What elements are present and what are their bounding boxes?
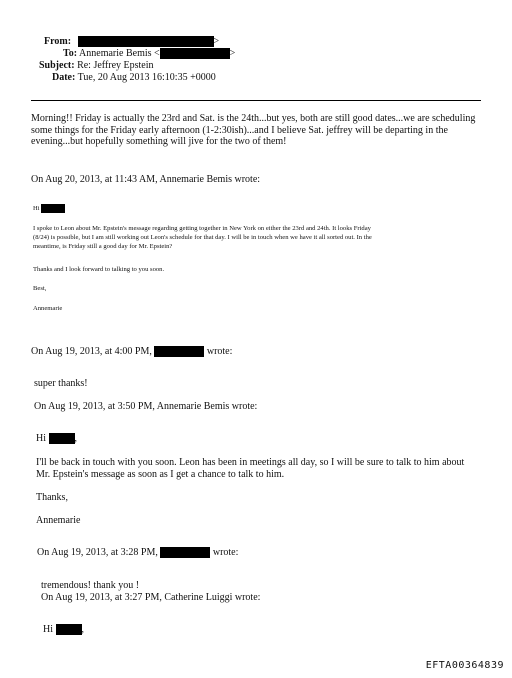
quote4-attribution [37, 547, 238, 559]
quote1-thanks: Thanks and I look forward to talking to you soon. [33, 266, 165, 273]
message-line: Morning!! Friday is actually the 23rd and Sat. is the 24th...but yes, both are still good dates...we are scheduling [31, 113, 476, 124]
quote2-text: super thanks! [34, 378, 88, 389]
greeting-text: Hi [36, 433, 46, 444]
header-divider [31, 100, 481, 101]
redaction-block [49, 433, 75, 444]
paragraph-line: I'll be back in touch with you soon. Leon has been in meetings all day, so I will be sure to talk to him about [36, 457, 465, 468]
quote3-greeting [36, 433, 77, 445]
to-tail: > [229, 48, 236, 59]
subject-row [39, 60, 154, 72]
quote1-greeting [33, 204, 65, 213]
email-header [0, 0, 512, 100]
from-tail: > [213, 36, 220, 47]
message-body [31, 113, 501, 148]
quote3-paragraph [36, 457, 496, 480]
message-line: evening...but hopefully something will jive for the two of them! [31, 136, 287, 147]
date-value: Tue, 20 Aug 2013 16:10:35 +0000 [77, 72, 216, 83]
quote5-greeting [43, 624, 84, 636]
quote1-paragraph [33, 224, 493, 251]
greeting-text: Hi [43, 624, 53, 635]
paragraph-line: Mr. Epstein's message as soon as I get a chance to talk to him. [36, 468, 285, 480]
attribution-wrote: wrote: [206, 346, 233, 357]
quote4-text: tremendous! thank you ! [41, 580, 140, 591]
quote3-attribution: On Aug 19, 2013, at 3:50 PM, Annemarie Bemis wrote: [34, 401, 258, 412]
quote2-attribution [31, 346, 232, 358]
quote1-signature: Annemarie [33, 305, 63, 312]
quote3-closing: Thanks, [36, 492, 68, 503]
subject-value: Re: Jeffrey Epstein [77, 60, 154, 71]
subject-label: Subject: [39, 60, 75, 71]
date-row [52, 72, 216, 84]
message-line: some things for the Friday early afternoon (1-2:30ish)...and I believe Sat. jeffrey will be departing in the [31, 124, 448, 136]
attribution-wrote: wrote: [212, 547, 239, 558]
paragraph-line: I spoke to Leon about Mr. Epstein's message regarding getting together in New York on either the 23rd and 24th. It looks Friday [33, 225, 371, 232]
document-id: EFTA00364839 [425, 660, 504, 671]
to-label: To: [63, 48, 78, 59]
quote3-signature: Annemarie [36, 515, 81, 526]
redaction-block [160, 48, 230, 59]
redaction-block [160, 547, 210, 558]
to-row [63, 48, 235, 60]
paragraph-line: meantime, is Friday still a good day for Mr. Epstein? [33, 243, 173, 250]
from-row [44, 36, 219, 48]
greeting-tail: , [74, 433, 77, 444]
quote-attribution: On Aug 20, 2013, at 11:43 AM, Annemarie Bemis wrote: [31, 174, 261, 185]
date-label: Date: [52, 72, 76, 83]
quote1-closing: Best, [33, 285, 47, 292]
to-value: Annemarie Bemis < [79, 48, 160, 59]
redaction-block [154, 346, 204, 357]
quote5-attribution: On Aug 19, 2013, at 3:27 PM, Catherine Luiggi wrote: [41, 592, 261, 603]
greeting-tail: , [81, 624, 84, 635]
redaction-block [56, 624, 82, 635]
from-label: From: [44, 36, 72, 47]
paragraph-line: (8/24) is possible, but I am still working out Leon's schedule for that day. I will be in touch when we have it all sorted out. In the [33, 234, 372, 241]
greeting-text: Hi [33, 205, 40, 213]
redaction-block [41, 204, 65, 213]
attribution-text: On Aug 19, 2013, at 4:00 PM, [31, 346, 152, 357]
attribution-text: On Aug 19, 2013, at 3:28 PM, [37, 547, 158, 558]
redaction-block [78, 36, 214, 47]
